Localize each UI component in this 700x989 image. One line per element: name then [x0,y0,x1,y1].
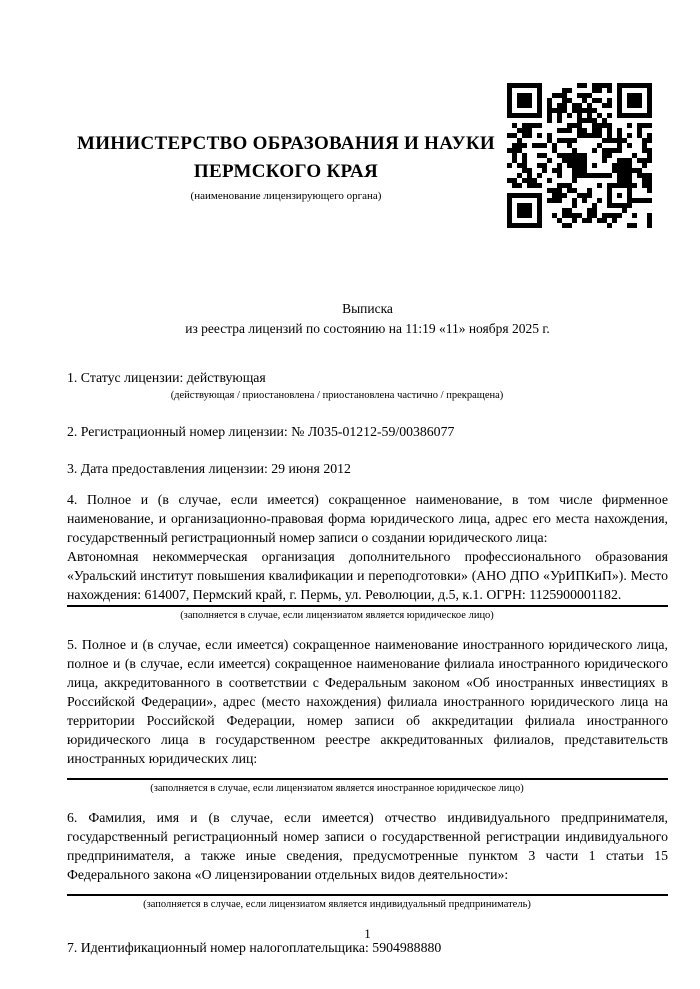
license-date-text: 3. Дата предоставления лицензии: 29 июня 2012 [67,461,351,476]
document-title: Выписка [342,301,393,316]
entrepreneur-caption: (заполняется в случае, если лицензиатом является индивидуальный предприниматель) [143,899,531,910]
document-title-block [67,299,668,339]
document-body [67,368,668,957]
license-status-caption: (действующая / приостановлена / приостановлена частично / прекращена) [170,390,504,401]
item-individual-entrepreneur [67,808,668,911]
qr-code-image [507,83,652,228]
document-subtitle: из реестра лицензий по состоянию на 11:19 «11» ноября 2025 г. [185,321,550,336]
legal-entity-caption: (заполняется в случае, если лицензиатом является юридическое лицо) [180,610,494,621]
item-license-date [67,459,668,478]
qr-code-icon [507,83,653,229]
fill-in-line [67,778,668,780]
item-registration-number [67,422,668,441]
empty-value-space [67,884,668,893]
licensing-authority-name [62,130,510,186]
license-status-text: 1. Статус лицензии: действующая [67,370,266,385]
fill-in-line [67,605,668,607]
page-number: 1 [364,926,371,941]
item-legal-entity [67,490,668,622]
foreign-entity-caption: (заполняется в случае, если лицензиатом является иностранное юридическое лицо) [150,783,524,794]
legal-entity-value: Автономная некоммерческая организация дополнительного профессионального образования «Уральский институт повышения квалификации и переподготовки» (АНО ДПО «УрИПКиП»). Место нахождения: 614007, Пермский край, г. Пермь, ул. Революции, д.5, к.1. ОГРН: 1125900001182. [67,549,668,602]
fill-in-line [67,894,668,896]
empty-value-space [67,768,668,777]
authority-name-caption: (наименование лицензирующего органа) [190,190,382,202]
foreign-entity-label: 5. Полное и (в случае, если имеется) сокращенное наименование иностранного юридического лица, полное и (в случае, если имеется) сокращенное наименование филиала иностранного юридического лица, аккредитованного в соответствии с Федеральным законом «Об иностранных инвестициях в Российской Федерации», адрес (место нахождения) филиала иностранного юридического лица на территории Российской Федерации, номер записи об аккредитации филиала иностранного юридического лица в государственном реестре аккредитованных филиалов, представительств иностранных юридических лиц: [67,637,668,766]
entrepreneur-label: 6. Фамилия, имя и (в случае, если имеется) отчество индивидуального предпринимателя, государственный регистрационный номер записи о государственной регистрации индивидуального предпринимателя, а также иные сведения, предусмотренные пунктом 3 части 1 статьи 15 Федерального закона «О лицензировании отдельных видов деятельности»: [67,810,668,882]
document-header [62,130,510,203]
taxpayer-number-text: 7. Идентификационный номер налогоплательщика: 5904988880 [67,940,442,955]
authority-name-line2: ПЕРМСКОГО КРАЯ [193,161,379,182]
item-license-status [67,368,668,402]
registration-number-text: 2. Регистрационный номер лицензии: № Л035-01212-59/00386077 [67,424,455,439]
authority-name-line1: МИНИСТЕРСТВО ОБРАЗОВАНИЯ И НАУКИ [76,133,496,154]
item-foreign-entity [67,635,668,795]
legal-entity-label: 4. Полное и (в случае, если имеется) сокращенное наименование, в том числе фирменное наименование, и организационно-правовая форма юридического лица, адрес его места нахождения, государственный регистрационный номер записи о создании юридического лица: [67,492,668,545]
